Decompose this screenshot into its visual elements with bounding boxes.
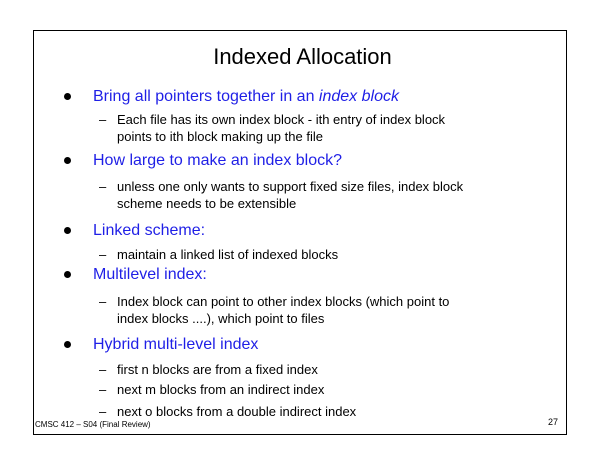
- sub-item: [99, 403, 529, 420]
- page-number: 27: [548, 417, 559, 427]
- bullet-text: Multilevel index:: [93, 266, 207, 283]
- bullet-dot-icon: [64, 93, 71, 100]
- bullet-dot-icon: [64, 271, 71, 278]
- slide-title: Indexed Allocation: [213, 44, 392, 69]
- sub-text-line: Each file has its own index block - ith entry of index block: [117, 112, 446, 127]
- sub-item: [99, 111, 529, 145]
- sub-text-line: scheme needs to be extensible: [117, 196, 297, 211]
- sub-text-line: unless one only wants to support fixed size files, index block: [117, 179, 464, 194]
- sub-text-line: next m blocks from an indirect index: [117, 382, 325, 397]
- sub-item: [99, 246, 529, 263]
- sub-item: [99, 293, 529, 327]
- bullet-text: [93, 87, 399, 107]
- dash-icon: –: [99, 382, 107, 397]
- sub-text-line: first n blocks are from a fixed index: [117, 362, 318, 377]
- dash-icon: –: [99, 179, 107, 194]
- sub-item: [99, 381, 529, 398]
- sub-item: [99, 178, 529, 212]
- bullet-text: Hybrid multi-level index: [93, 336, 259, 353]
- sub-text-line: next o blocks from a double indirect index: [117, 404, 357, 419]
- dash-icon: –: [99, 294, 107, 309]
- dash-icon: –: [99, 112, 107, 127]
- dash-icon: –: [99, 404, 107, 419]
- bullet-dot-icon: [64, 157, 71, 164]
- sub-text-line: maintain a linked list of indexed blocks: [117, 247, 339, 262]
- sub-text-line: index blocks ....), which point to files: [117, 311, 325, 326]
- bullet-dot-icon: [64, 341, 71, 348]
- bullet-dot-icon: [64, 227, 71, 234]
- dash-icon: –: [99, 247, 107, 262]
- bullet-text-italic: index block: [318, 88, 399, 105]
- dash-icon: –: [99, 362, 107, 377]
- bullet-text: Linked scheme:: [93, 222, 206, 239]
- bullet-text: How large to make an index block?: [93, 152, 343, 169]
- slide-footer: CMSC 412 – S04 (Final Review): [35, 420, 151, 429]
- bullet-text-plain: Bring all pointers together in an: [93, 88, 319, 105]
- sub-text-line: points to ith block making up the file: [117, 129, 323, 144]
- sub-text-line: Index block can point to other index blocks (which point to: [117, 294, 450, 309]
- sub-item: [99, 361, 529, 378]
